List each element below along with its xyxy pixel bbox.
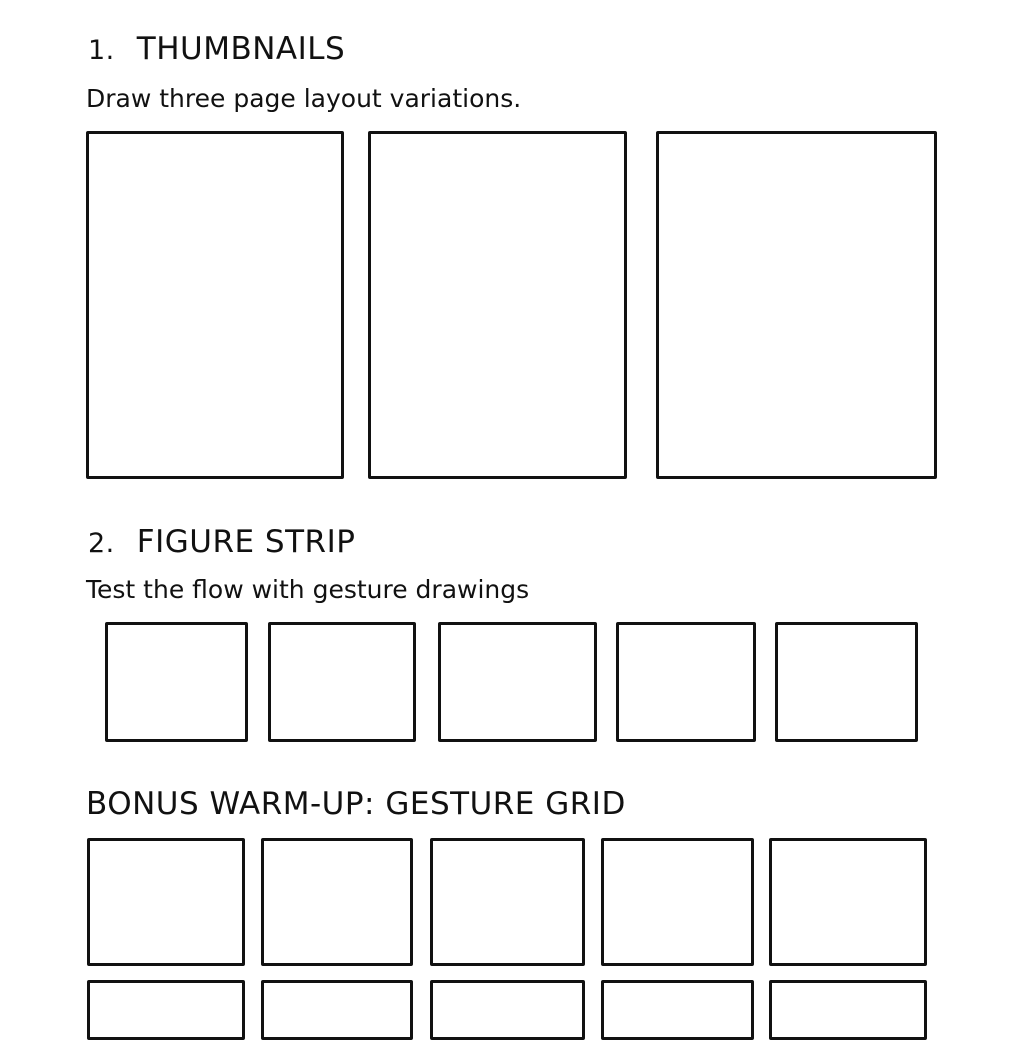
gesture-grid-cell[interactable]	[601, 838, 754, 966]
thumbnails-heading	[88, 31, 346, 67]
section-title-text: FIGURE STRIP	[136, 524, 356, 560]
section-title-text: THUMBNAILS	[136, 31, 346, 67]
gesture-grid-cell[interactable]	[87, 980, 245, 1040]
gesture-grid-cell[interactable]	[261, 838, 413, 966]
figure-strip-instruction: Test the flow with gesture drawings	[86, 575, 530, 604]
gesture-grid-cell[interactable]	[601, 980, 754, 1040]
section-number: 2.	[88, 528, 115, 559]
gesture-grid-cell[interactable]	[769, 980, 927, 1040]
thumbnails-instruction: Draw three page layout variations.	[86, 84, 522, 113]
figure-strip-box[interactable]	[616, 622, 756, 742]
figure-strip-box[interactable]	[438, 622, 597, 742]
gesture-grid-cell[interactable]	[87, 838, 245, 966]
gesture-grid-cell[interactable]	[430, 980, 585, 1040]
gesture-grid-cell[interactable]	[769, 838, 927, 966]
thumbnail-box[interactable]	[656, 131, 937, 479]
figure-strip-box[interactable]	[105, 622, 248, 742]
figure-strip-box[interactable]	[775, 622, 918, 742]
gesture-grid-cell[interactable]	[261, 980, 413, 1040]
thumbnail-box[interactable]	[368, 131, 627, 479]
thumbnail-box[interactable]	[86, 131, 344, 479]
section-number: 1.	[88, 35, 115, 66]
gesture-grid-cell[interactable]	[430, 838, 585, 966]
figure-strip-heading	[88, 524, 356, 560]
gesture-grid-heading: BONUS WARM-UP: GESTURE GRID	[86, 786, 626, 822]
figure-strip-box[interactable]	[268, 622, 416, 742]
